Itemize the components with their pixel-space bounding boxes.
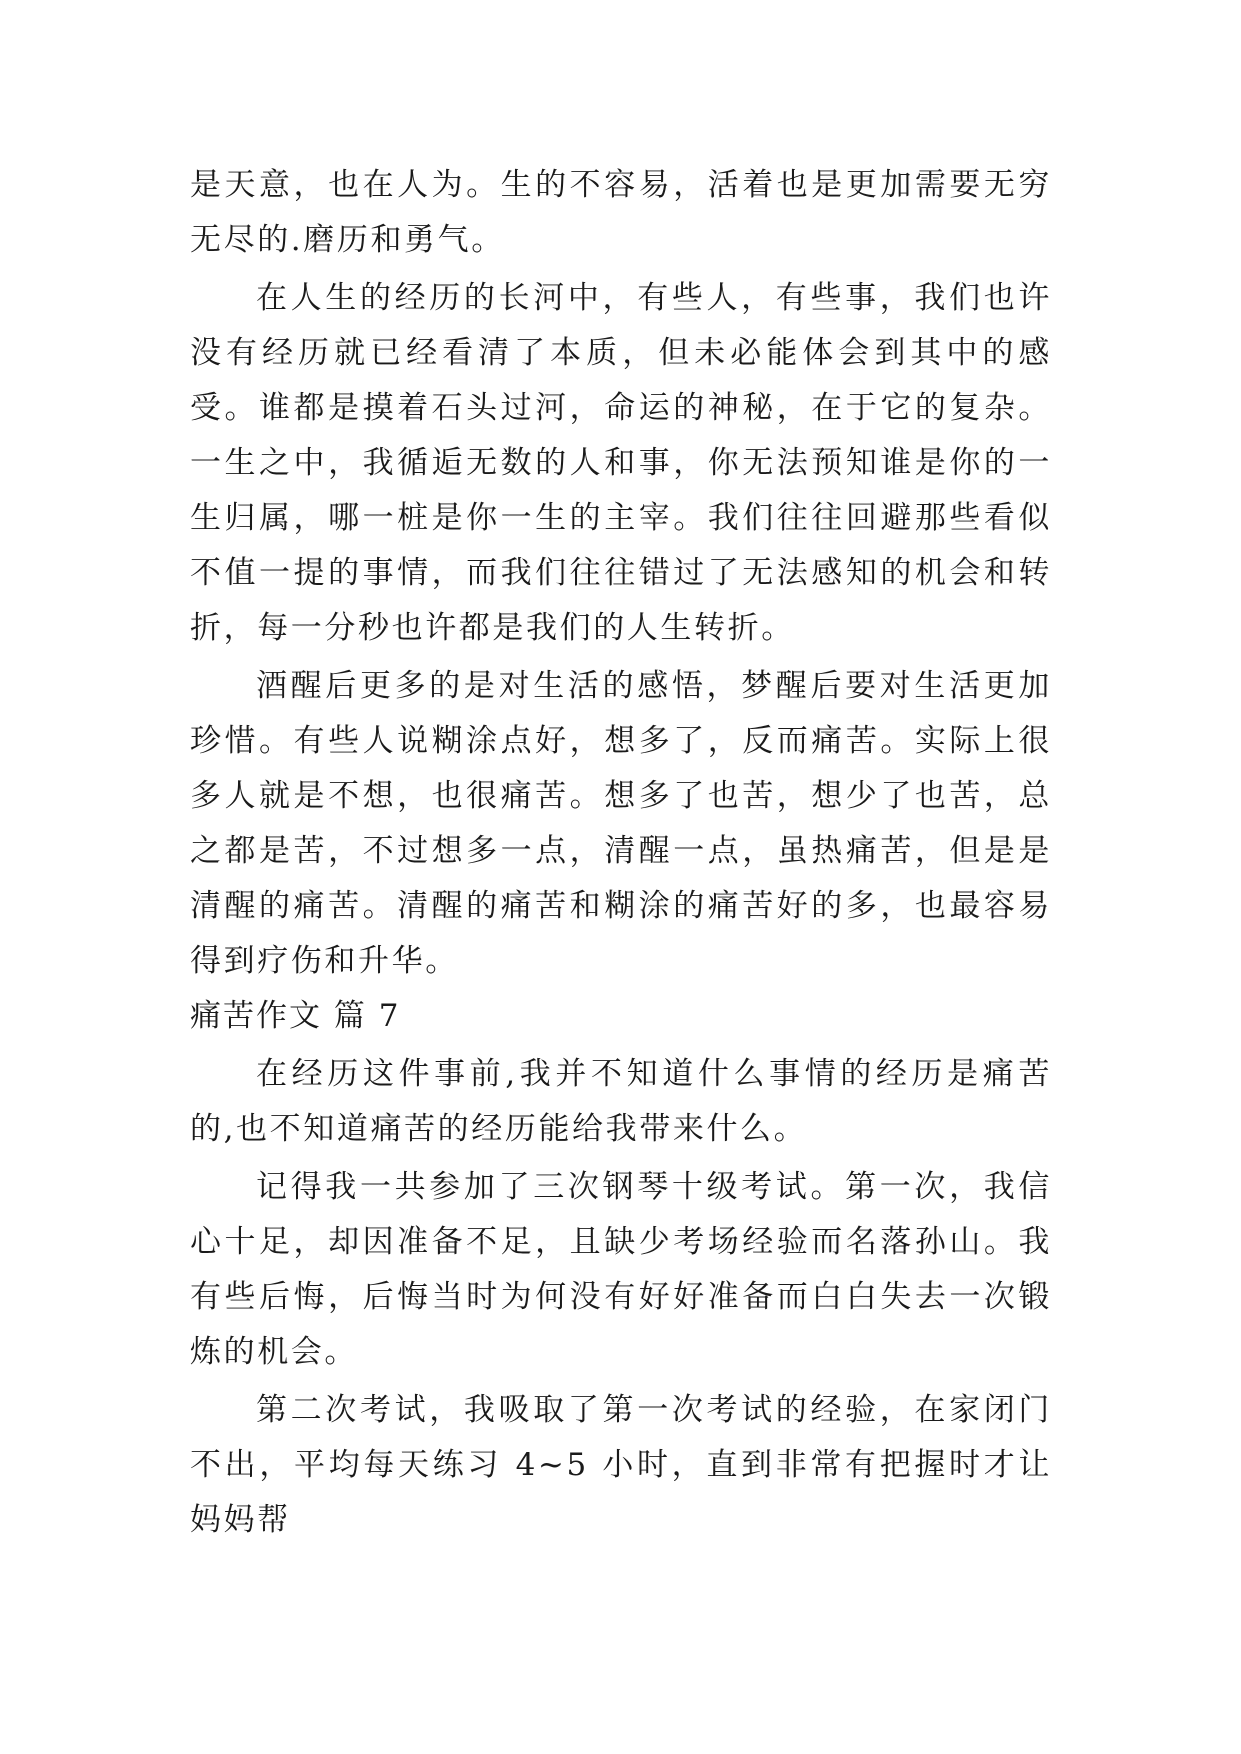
paragraph-life-river: 在人生的经历的长河中，有些人，有些事，我们也许没有经历就已经看清了本质，但未必能体会到其中的感受。谁都是摸着石头过河，命运的神秘，在于它的复杂。一生之中，我循逅无数的人和事，你无法预知谁是你的一生归属，哪一桩是你一生的主宰。我们往往回避那些看似不值一提的事情，而我们往往错过了无法感知的机会和转折，每一分秒也许都是我们的人生转折。 xyxy=(190,280,1052,646)
paragraph-continued: 是天意，也在人为。生的不容易，活着也是更加需要无穷无尽的.磨历和勇气。 xyxy=(190,167,1052,258)
paragraph-sober-pain: 酒醒后更多的是对生活的感悟，梦醒后要对生活更加珍惜。有些人说糊涂点好，想多了，反而痛苦。实际上很多人就是不想，也很痛苦。想多了也苦，想少了也苦，总之都是苦，不过想多一点，清醒一点，虽热痛苦，但是是清醒的痛苦。清醒的痛苦和糊涂的痛苦好的多，也最容易得到疗伤和升华。 xyxy=(190,668,1052,979)
document-body xyxy=(190,158,1052,1548)
paragraph-second-exam: 第二次考试，我吸取了第一次考试的经验，在家闭门不出，平均每天练习 4~5 小时，直到非常有把握时才让妈妈帮 xyxy=(190,1392,1052,1538)
paragraph-before-event: 在经历这件事前,我并不知道什么事情的经历是痛苦的,也不知道痛苦的经历能给我带来什么。 xyxy=(190,1056,1052,1147)
section-heading: 痛苦作文 篇 7 xyxy=(190,998,401,1034)
paragraph-first-exam: 记得我一共参加了三次钢琴十级考试。第一次，我信心十足，却因准备不足，且缺少考场经验而名落孙山。我有些后悔，后悔当时为何没有好好准备而白白失去一次锻炼的机会。 xyxy=(190,1169,1052,1370)
